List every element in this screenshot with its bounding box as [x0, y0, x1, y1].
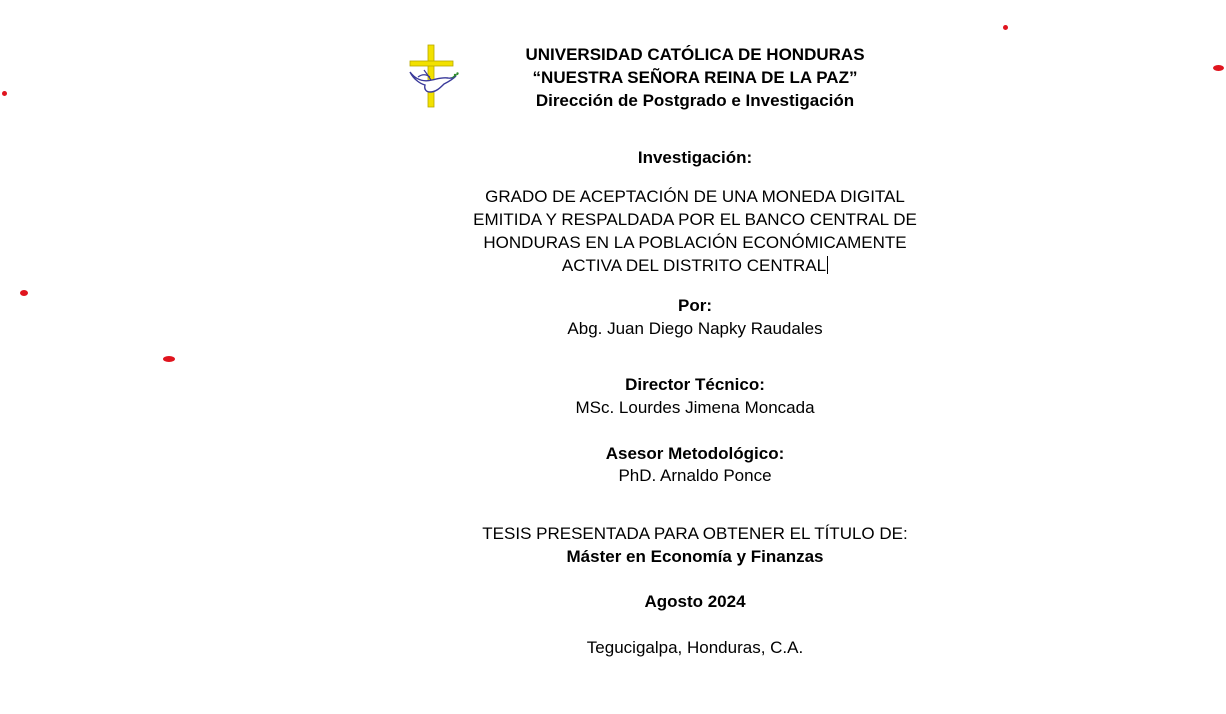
research-title-line: EMITIDA Y RESPALDADA POR EL BANCO CENTRAL DE [473, 210, 917, 229]
annotation-dot [1003, 25, 1008, 30]
research-title-line: HONDURAS EN LA POBLACIÓN ECONÓMICAMENTE [483, 233, 907, 252]
research-title-line: ACTIVA DEL DISTRITO CENTRAL [561, 256, 827, 275]
place: Tegucigalpa, Honduras, C.A. [586, 638, 804, 657]
research-title-line: GRADO DE ACEPTACIÓN DE UNA MONEDA DIGITAL [485, 187, 905, 206]
text-cursor [827, 256, 828, 274]
director-name: MSc. Lourdes Jimena Moncada [575, 398, 815, 417]
author-label: Por: [678, 296, 712, 315]
thesis-statement: TESIS PRESENTADA PARA OBTENER EL TÍTULO DE: [482, 524, 908, 543]
annotation-dot [1213, 65, 1224, 71]
annotation-dot [20, 290, 28, 296]
department-name: Dirección de Postgrado e Investigación [535, 91, 855, 110]
annotation-dot [163, 356, 175, 362]
date: Agosto 2024 [644, 592, 746, 611]
degree-name: Máster en Economía y Finanzas [566, 547, 824, 566]
annotation-dot [2, 91, 7, 96]
research-title[interactable] [395, 185, 995, 277]
university-motto: “NUESTRA SEÑORA REINA DE LA PAZ” [532, 68, 858, 87]
advisor-name: PhD. Arnaldo Ponce [618, 466, 772, 485]
university-name: UNIVERSIDAD CATÓLICA DE HONDURAS [525, 45, 865, 64]
author-name: Abg. Juan Diego Napky Raudales [567, 319, 823, 338]
advisor-label: Asesor Metodológico: [605, 444, 785, 463]
research-label: Investigación: [637, 148, 753, 167]
director-label: Director Técnico: [625, 375, 765, 394]
